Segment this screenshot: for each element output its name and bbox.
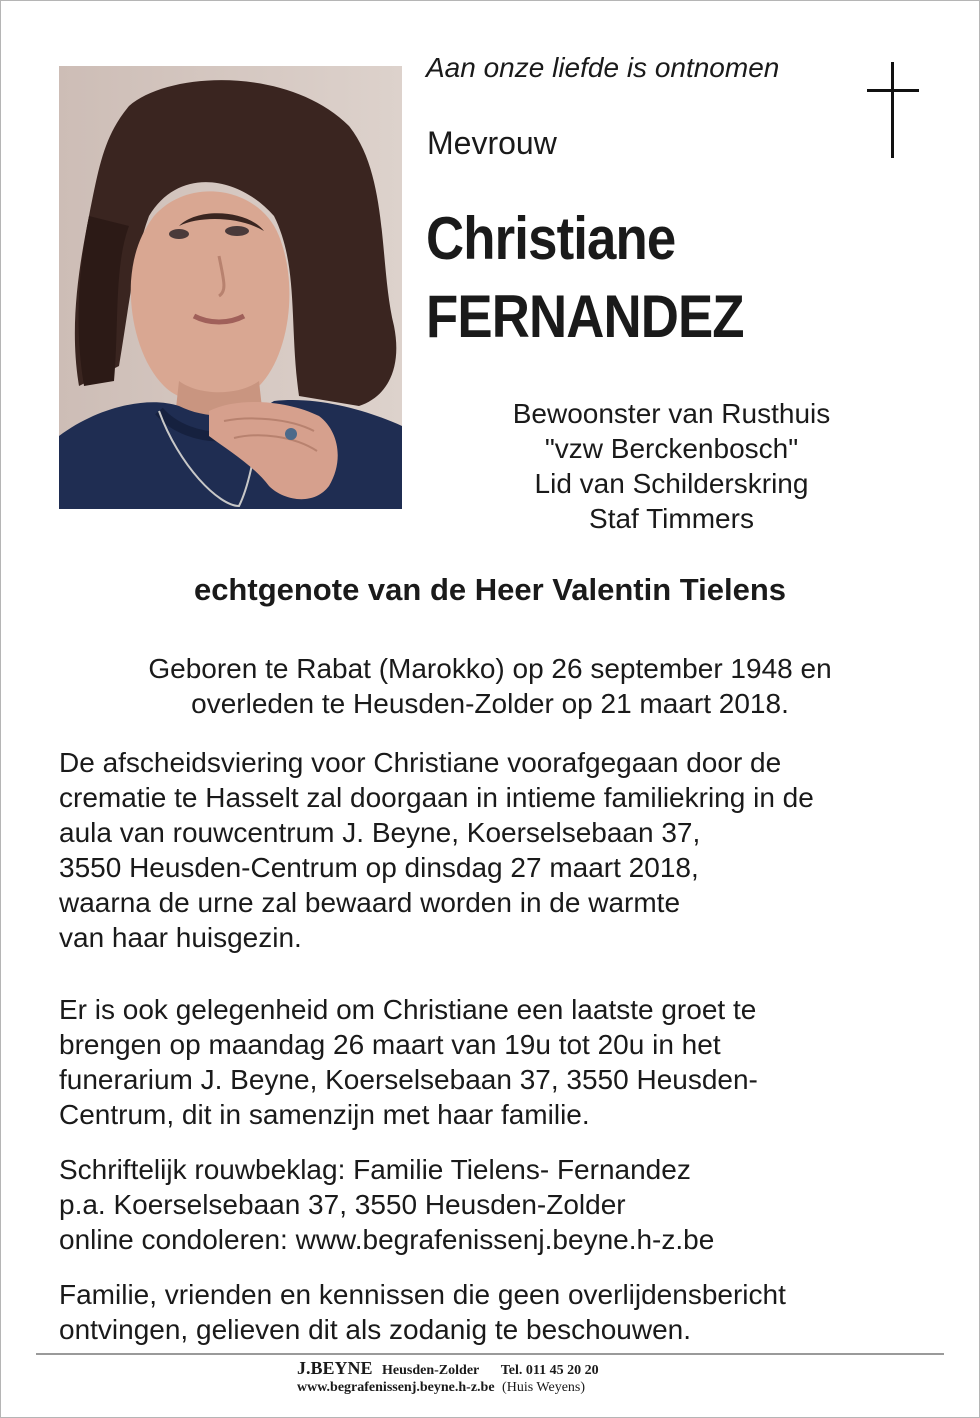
text-line: Er is ook gelegenheid om Christiane een laatste groet te — [59, 994, 757, 1025]
roles-block — [470, 396, 873, 536]
text-line: waarna de urne zal bewaard worden in de warmte — [59, 887, 681, 918]
text-line: aula van rouwcentrum J. Beyne, Koerselsebaan 37, — [59, 817, 701, 848]
footer-house: (Huis Weyens) — [502, 1380, 586, 1395]
deceased-name — [426, 200, 744, 356]
text-line: Centrum, dit in samenzijn met haar familie. — [59, 1099, 590, 1130]
portrait-photo — [59, 66, 402, 509]
text-line: brengen op maandag 26 maart van 19u tot 20u in het — [59, 1029, 721, 1060]
birth-death-block — [0, 651, 980, 721]
first-name: Christiane — [426, 205, 676, 272]
footer-place: Heusden-Zolder — [382, 1363, 480, 1378]
text-line: ontvingen, gelieven dit als zodanig te beschouwen. — [59, 1314, 691, 1345]
text-line: Schriftelijk rouwbeklag: Familie Tielens- Fernandez — [59, 1154, 691, 1185]
text-line: Familie, vrienden en kennissen die geen overlijdensbericht — [59, 1279, 786, 1310]
latin-cross-icon — [864, 60, 922, 160]
ceremony-paragraph — [59, 745, 814, 955]
role-line: Staf Timmers — [589, 503, 754, 534]
text-line: online condoleren: www.begrafenissenj.beyne.h-z.be — [59, 1224, 715, 1255]
honorific: Mevrouw — [427, 125, 557, 161]
footer-divider — [36, 1353, 944, 1355]
spouse-line: echtgenote van de Heer Valentin Tielens — [193, 572, 787, 607]
condolence-paragraph — [59, 1152, 714, 1257]
notice-paragraph — [59, 1277, 786, 1347]
role-line: Lid van Schilderskring — [534, 468, 809, 499]
text-line: funerarium J. Beyne, Koerselsebaan 37, 3550 Heusden- — [59, 1064, 758, 1095]
text-line: overleden te Heusden-Zolder op 21 maart 2018. — [191, 688, 789, 719]
role-line: "vzw Berckenbosch" — [544, 433, 799, 464]
text-line: Geboren te Rabat (Marokko) op 26 september 1948 en — [148, 653, 832, 684]
text-line: van haar huisgezin. — [59, 922, 302, 953]
visitation-paragraph — [59, 992, 758, 1132]
text-line: 3550 Heusden-Centrum op dinsdag 27 maart 2018, — [59, 852, 699, 883]
footer-phone: Tel. 011 45 20 20 — [500, 1363, 599, 1378]
text-line: p.a. Koerselsebaan 37, 3550 Heusden-Zolder — [59, 1189, 626, 1220]
footer-brand: J.BEYNE — [297, 1358, 373, 1378]
text-line: crematie te Hasselt zal doorgaan in intieme familiekring in de — [59, 782, 814, 813]
role-line: Bewoonster van Rusthuis — [512, 398, 831, 429]
last-name: FERNANDEZ — [426, 283, 744, 350]
text-line: De afscheidsviering voor Christiane voorafgegaan door de — [59, 747, 782, 778]
funeral-home-footer — [297, 1360, 599, 1396]
intro-line: Aan onze liefde is ontnomen — [426, 52, 780, 83]
footer-url: www.begrafenissenj.beyne.h-z.be — [297, 1380, 495, 1395]
